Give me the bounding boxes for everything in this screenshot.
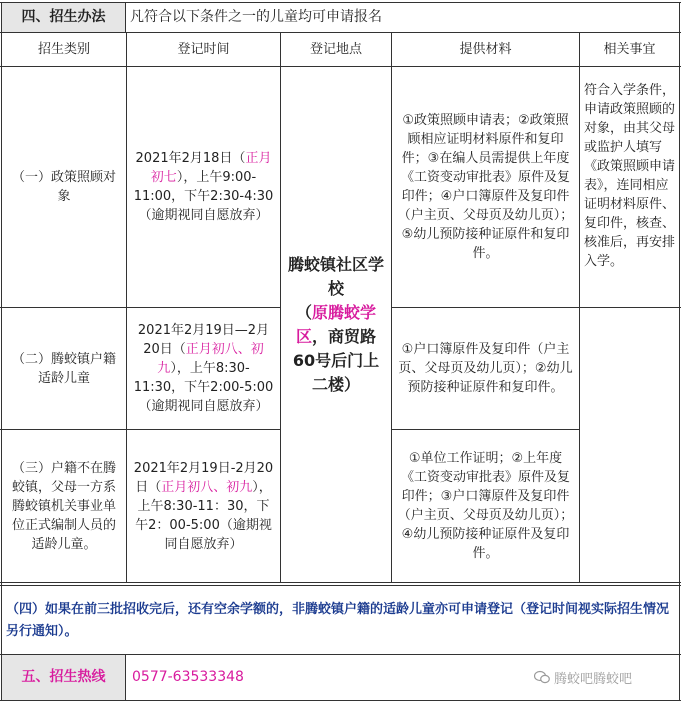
rule-bottom [0, 700, 681, 701]
location-rest: ，商贸路60号后门上二楼） [292, 326, 380, 394]
row3-category-text: （三）户籍不在腾蛟镇，父母一方系腾蛟镇机关事业单位正式编制人员的适龄儿童。 [11, 460, 116, 552]
row2-category [6, 308, 122, 429]
row1-notes-text: 符合入学条件，申请政策照顾的对象，由其父母或监护人填写《政策照顾申请表》，连同相应证明材料原件、复印件，核查、核准后，再安排入学。 [584, 83, 676, 269]
row2-time-lunar: 正月初八、初九 [157, 342, 264, 376]
wechat-icon [534, 670, 550, 684]
col-header-category: 招生类别 [37, 42, 90, 57]
row1-materials [394, 67, 577, 307]
note-four [6, 590, 675, 652]
row3-time-b: ），上午8:30-11：30，下午2：00-5:00（逾期视同自愿放弃） [135, 479, 272, 552]
col-header-materials: 提供材料 [459, 42, 512, 57]
location-cell [282, 67, 390, 582]
row1-time [131, 67, 276, 307]
row3-materials [394, 430, 577, 582]
rule-section5-divider [125, 654, 126, 701]
row1-category [6, 67, 122, 307]
rule-col3 [391, 32, 392, 583]
rule-section-divider [125, 2, 126, 32]
row2-category-text: （二）腾蛟镇户籍适龄儿童 [11, 351, 116, 386]
rule-col2 [280, 32, 281, 583]
location-highlight: 原腾蛟学区 [295, 302, 377, 346]
rule-col1 [126, 32, 127, 583]
row1-time-a: 2021年2月18日（ [135, 151, 246, 166]
row2-materials-text: ①户口簿原件及复印件（户主页、父母页及幼儿页）；②幼儿预防接种证原件和复印件。 [398, 342, 573, 395]
watermark-text: 腾蛟吧腾蛟吧 [554, 671, 633, 687]
location-paren-open: （ [295, 302, 312, 322]
section5-phone: 0577-63533348 [132, 669, 244, 685]
row2-time [131, 308, 276, 429]
note-four-text: （四）如果在前三批招收完后，还有空余学额的，非腾蛟镇户籍的适龄儿童亦可申请登记（登记时间视实际招生情况另行通知）。 [6, 602, 670, 639]
row2-time-b: ），上午8:30-11:30，下午2:00-5:00（逾期视同自愿放弃） [133, 361, 274, 414]
row1-category-text: （一）政策照顾对象 [11, 170, 116, 204]
col-header-notes: 相关事宜 [603, 42, 656, 57]
row1-time-b: ），上午9:00-11:00，下午2:30-4:30（逾期视同自愿放弃） [133, 170, 274, 223]
row2-time-a: 2021年2月19日—2月20日（ [137, 323, 270, 357]
row2-materials [394, 308, 577, 429]
section4-label: 四、招生办法 [2, 3, 125, 32]
location-line1: 腾蛟镇社区学校 [287, 254, 384, 298]
col-header-location: 登记地点 [309, 42, 362, 57]
rule-right [679, 2, 680, 701]
row3-time-a: 2021年2月19日-2月20日（ [133, 460, 274, 495]
col-header-time: 登记时间 [177, 42, 230, 57]
row3-time [131, 430, 276, 582]
row1-notes [582, 67, 677, 307]
row1-time-lunar: 正月初七 [150, 151, 272, 185]
rule-col4 [579, 32, 580, 583]
section4-intro: 凡符合以下条件之一的儿童均可申请报名 [130, 9, 382, 25]
rule-left [1, 2, 2, 701]
row3-materials-text: ①单位工作证明；②上年度《工资变动审批表》原件及复印件；③户口簿原件及复印件（户主页、父母页及幼儿页）；④幼儿预防接种证原件及复印件。 [397, 451, 574, 561]
section5-label: 五、招生热线 [2, 655, 125, 700]
row3-category [6, 430, 122, 582]
row3-time-lunar: 正月初八、初九 [161, 479, 253, 495]
row1-materials-text: ①政策照顾申请表；②政策照顾相应证明材料原件和复印件；③在编人员需提供上年度《工资变动审批表》原件及复印件；④户口簿原件及复印件（户主页、父母页及幼儿页）；⑤幼儿预防接种证原件和复印件。 [397, 113, 574, 261]
watermark [534, 664, 676, 690]
